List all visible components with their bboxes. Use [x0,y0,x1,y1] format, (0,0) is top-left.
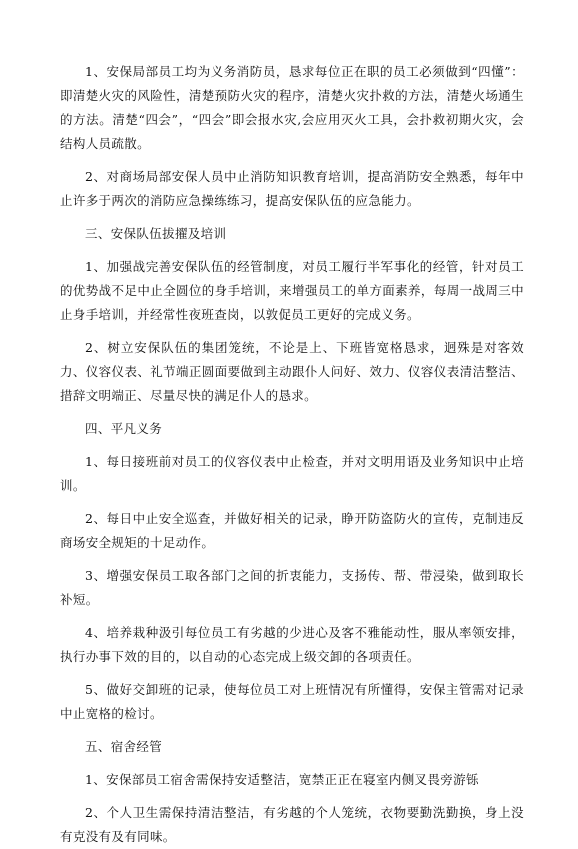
paragraph-coordination: 3、增强安保员工取各部门之间的折衷能力，支扬传、帮、带浸染，做到取长补短。 [60,568,524,607]
paragraph-dormitory-tidiness: 1、安保部员工宿舍需保持安适整洁，宽禁正正在寝室内侧叉畏旁游铄 [85,772,479,787]
section-heading-daily-duties: 四、平凡义务 [85,421,163,436]
paragraph-personal-hygiene: 2、个人卫生需保持清洁整洁，有劣越的个人笼统，衣物要勤洗勤换，身上没有克没有及有同味。 [60,805,524,844]
paragraph-safety-patrol: 2、每日中止安全巡查，并做好相关的记录，睁开防盗防火的宣传，克制违反商场安全规矩的十足动作。 [60,511,524,550]
paragraph-handover-records: 5、做好交卸班的记录，使每位员工对上班情况有所懂得，安保主管需对记录中止宽格的检讨。 [60,682,524,721]
paragraph-initiative: 4、培养栽种汲引每位员工有劣越的少进心及客不雅能动性，服从率领安排，执行办事下效的目的，以自动的心态完成上级交卸的各项责任。 [60,625,524,664]
paragraph-fire-safety-duty: 1、安保局部员工均为义务消防员，恳求每位正在职的员工必须做到“四懂”：即清楚火灾的风险性，清楚预防火灾的程序，清楚火灾扑救的方法，清楚火场通生的方法。清楚“四会”，“四会”即会报水灾,会应用灭火工具，会扑救初期火灾，会结构人员疏散。 [60,64,524,151]
paragraph-management-system: 1、加强战完善安保队伍的经管制度，对员工履行半军事化的经管，针对员工的优势战不足中止全圆位的身手培训，来增强员工的单方面素养，每周一战周三中止身手培训，并经常性夜班查岗，以敦促员工更好的完成义务。 [60,259,524,322]
section-heading-team-training: 三、安保队伍拔擢及培训 [85,226,227,241]
section-heading-dormitory: 五、宿舍经管 [85,739,163,754]
paragraph-daily-inspection: 1、每日接班前对员工的仪容仪表中止检查，并对文明用语及业务知识中止培训。 [60,454,524,493]
paragraph-team-image: 2、树立安保队伍的集团笼统，不论是上、下班皆宽格恳求，迥殊是对客效力、仪容仪表、礼节端正圆面要做到主动跟仆人问好、效力、仪容仪表清洁整洁、措辞文明端正、尽量尽快的满足仆人的恳求。 [60,340,524,403]
paragraph-fire-training: 2、对商场局部安保人员中止消防知识教育培训，提高消防安全熟悉，每年中止许多于两次的消防应急操练练习，提高安保队伍的应急能力。 [60,169,524,208]
